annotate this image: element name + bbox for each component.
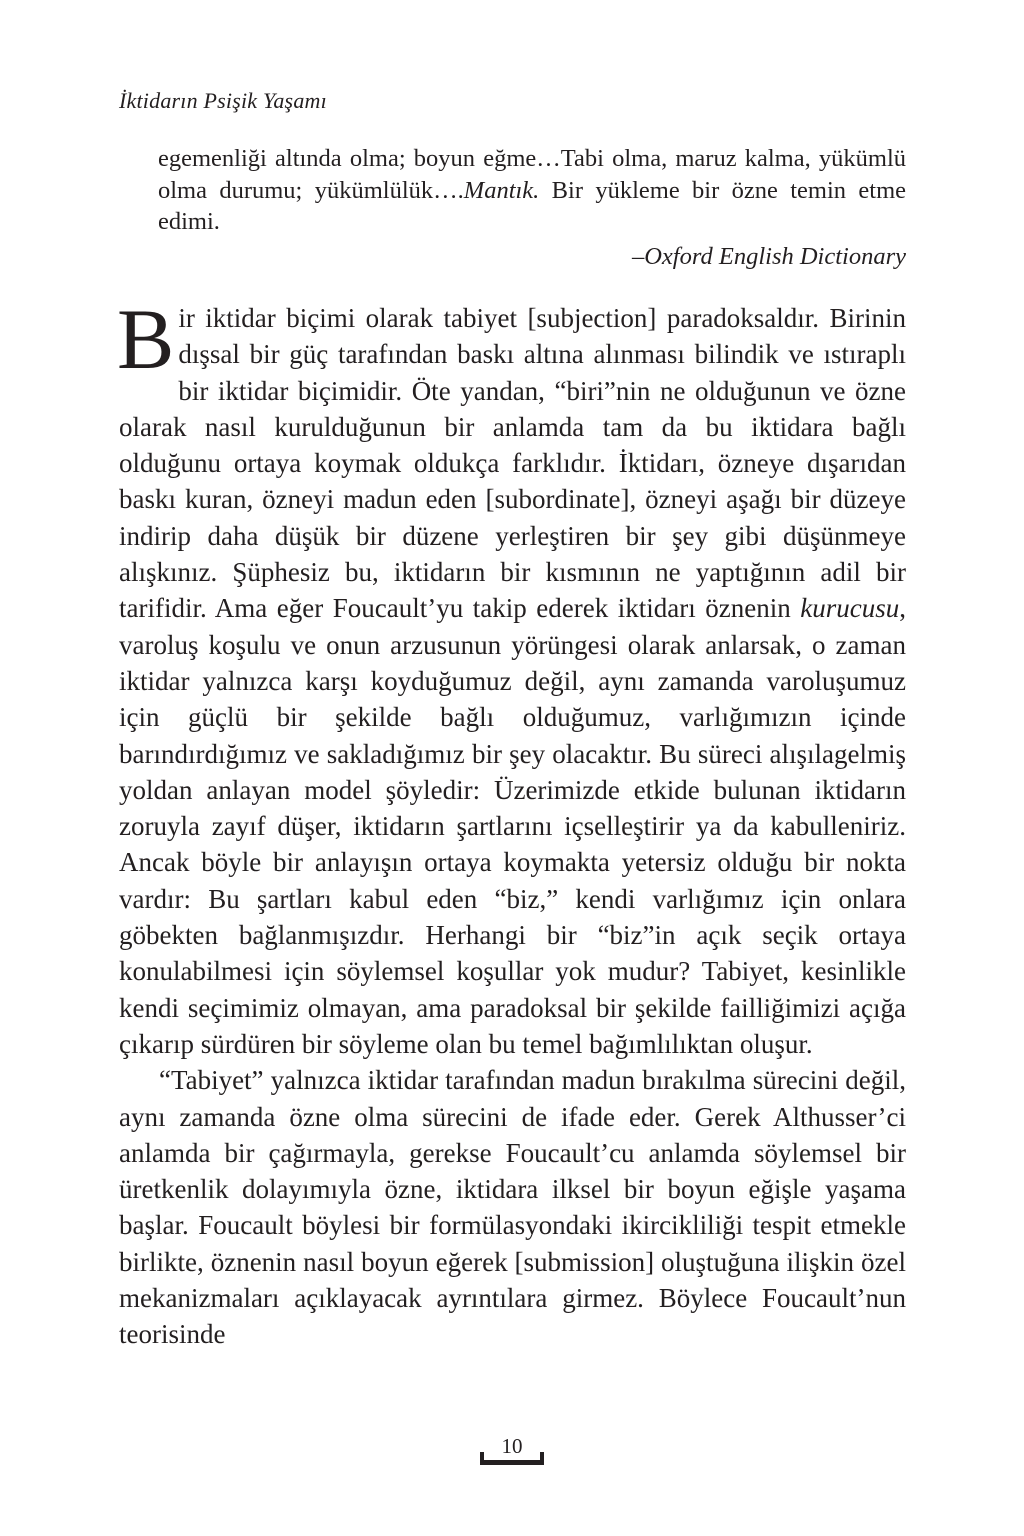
page-number-rule [480,1460,544,1465]
running-head: İktidarın Psişik Yaşamı [119,88,327,113]
epigraph-text-start: egemenliği altında olma; boyun eğme…Tabi olma, maruz kalma, yükümlü olma durumu; yükümlülük…. [158,145,906,204]
paragraph-1-italic-term: kurucusu [800,593,900,624]
epigraph-italic-term: Mantık. [463,176,540,204]
drop-cap: B [117,291,175,387]
paragraph-1-text-end: , varoluş koşulu ve onun arzusunun yörüngesi olarak anlarsak, o zaman iktidar yalnızca karşı koyduğumuz değil, aynı zamanda varoluşumuz için güçlü bir şekilde bağlı olduğumuz, varlığımızın içinde barındırdığımız ve sakladığımız bir şey olacaktır. Bu süreci alışılagelmiş yoldan anlayan model şöyledir: Üzerimizde etkide bulunan iktidarın zoruyla zayıf düşer, iktidarın şartlarını içselleştirir ya da kabulleniriz. Ancak böyle bir anlayışın ortaya koymakta yetersiz olduğu bir nokta vardır: Bu şartları kabul eden “biz,” kendi varlığımız için onlara göbekten bağlanmışızdır. Herhangi bir “biz”in açık seçik ortaya konulabilmesi için söylemsel koşullar yok mudur? Tabiyet, kesinlikle kendi seçimimiz olmayan, ama paradoksal bir şekilde failliğimizi açığa çıkarıp sürdüren bir söyleme olan bu temel bağımlılıktan oluşur. [119,593,906,1059]
epigraph-text [158,143,906,238]
body-text [117,291,906,1353]
paragraph-1 [117,291,906,1062]
epigraph-text-end: Bir yükleme bir özne temin etme edimi. [158,176,906,235]
epigraph-source: –Oxford English Dictionary [631,242,906,270]
paragraph-1-text-start: ir iktidar biçimi olarak tabiyet [subjection] paradoksaldır. Birinin dışsal bir güç tarafından baskı altına alınması bilindik ve ıstıraplı bir iktidar biçimidir. Öte yandan, “biri”nin ne olduğunun ve özne olarak nasıl kurulduğunun bir anlamda tam da bu iktidara bağlı olduğunu ortaya koymak oldukça farklıdır. İktidarı, özneye dışarıdan baskı kuran, özneyi madun eden [subordinate], özneyi aşağı bir düzeye indirip daha düşük bir düzene yerleştiren bir şey gibi düşünmeye alışkınız. Şüphesiz bu, iktidarın bir kısmının ne yaptığının adil bir tarifidir. Ama eğer Foucault’yu takip ederek iktidarı öznenin [119,303,906,624]
paragraph-2: “Tabiyet” yalnızca iktidar tarafından madun bırakılma sürecini değil, aynı zamanda özne olma sürecini de ifade eder. Gerek Althusser’ci anlamda bir çağırmayla, gerekse Foucault’cu anlamda söylemsel bir üretkenlik dolayımıyla özne, iktidara ilksel bir boyun eğişle yaşama başlar. Foucault böylesi bir formülasyondaki ikircikliliği tespit etmekle birlikte, öznenin nasıl boyun eğerek [submission] oluştuğuna ilişkin özel mekanizmaları açıklayacak ayrıntılara girmez. Böylece Foucault’nun teorisinde [119,1065,906,1350]
page-number: 10 [501,1434,523,1458]
epigraph [158,143,906,272]
page-footer [480,1434,544,1465]
